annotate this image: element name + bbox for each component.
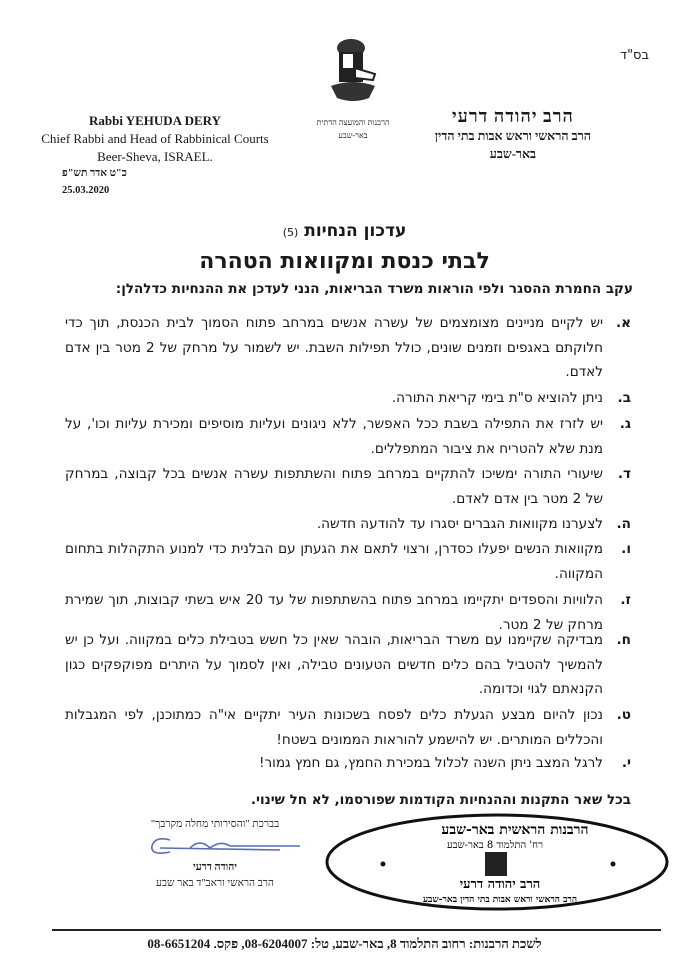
item-letter: ו. (621, 541, 631, 557)
english-rabbi-name: Rabbi YEHUDA DERY (89, 113, 221, 128)
list-item (65, 412, 631, 461)
title-line2: לבתי כנסת ומקוואות הטהרה (199, 249, 490, 274)
item-letter: ט. (616, 707, 631, 723)
item-letter: י. (621, 755, 631, 771)
signer-name: יהודה דרעי (192, 862, 238, 873)
hebrew-date: כ"ט אדר תש"פ (62, 168, 127, 179)
signature-block (120, 818, 310, 892)
list-item (65, 386, 631, 411)
stamp-top-text: הרבנות הראשית באר-שבע (441, 822, 589, 838)
logo-caption-line: הרבנות והמועצה הדתית (316, 118, 390, 127)
footer-contact: לשכת הרבנות: רחוב התלמוד 8, באר-שבע, טל: 08-6204007, פקס. 08-6651204 (147, 936, 542, 951)
list-item (65, 751, 631, 776)
footer-divider (52, 929, 661, 931)
title-line1: עדכון הנחיות (304, 221, 407, 241)
signature-blessing: בברכת "והסירותי מחלה מקרבך" (150, 819, 280, 830)
intro-text: עקב החמרת ההסגר ולפי הוראות משרד הבריאות, הנני לעדכן את ההנחיות כדלהלן: (115, 281, 633, 297)
list-item (65, 703, 631, 752)
item-letter: ז. (620, 592, 631, 608)
item-text: ניתן להוציא ס"ת בימי קריאת התורה. (391, 390, 603, 406)
title-number: (5) (282, 226, 299, 239)
hebrew-city: באר-שבע (489, 147, 537, 161)
item-text: נכון להיום מבצע הגעלת כלים לפסח בשכונות העיר יתקיים אי"ה כמתוכנן, לפי המגבלות והכללים המותרים. יש להישמע להוראות הממונים בשטח! (65, 707, 603, 748)
list-item (65, 311, 631, 385)
hebrew-rabbi-title: הרב הראשי וראש אבות בתי הדין (434, 129, 591, 143)
stamp-address: רח' התלמוד 8 באר-שבע (447, 840, 543, 851)
rabbinate-logo-icon (323, 38, 383, 104)
item-letter: ח. (616, 632, 631, 648)
list-item (65, 537, 631, 586)
item-text: יש לזרז את התפילה בשבת ככל האפשר, ללא ניגונים ועליות מוסיפים ומכירת עליות וכו', על מנת שלא להטריח את ציבור המתפללים. (65, 416, 603, 457)
item-text: מבדיקה שקיימנו עם משרד הבריאות, הובהר שאין כל חשש בטבילת כלים במקווה. ועל כן יש להמשיך להטביל בהם כלים חדשים הטעונים טבילה, ואין לסמוך על היתרים מפוקפקים כגון הקנאתם לגוי וכדומה. (65, 632, 603, 698)
logo-caption-line: באר-שבע (338, 131, 368, 140)
stamp-bottom-text: הרב הראשי וראש אבות בתי הדין באר-שבע (422, 895, 578, 905)
hebrew-letterhead (435, 106, 591, 163)
item-text: יש לקיים מניינים מצומצמים של עשרה אנשים במרחב פתוח הסמוך לבית הכנסת, תוך כדי חלוקתם באגפים וזמנים שונים, כולל תפילות השבת. יש לשמור על מרחק של 2 מטר בין אדם לאדם. (65, 315, 603, 381)
gregorian-date: 25.03.2020 (62, 185, 110, 196)
document-title (0, 218, 689, 278)
list-item (65, 462, 631, 511)
item-text: הלוויות והספדים יתקיימו במרחב פתוח בהשתתפות של עד 20 איש בשתי קבוצות, תוך שמירת מרחק של 2 מטר. (65, 592, 603, 633)
item-text: לרגל המצב ניתן השנה לכלול במכירת החמץ, גם חמץ גמור! (259, 755, 603, 771)
hebrew-rabbi-name: הרב יהודה דרעי (451, 106, 574, 126)
english-city: Beer-Sheva, ISRAEL. (97, 149, 213, 164)
stamp-name: הרב יהודה דרעי (459, 877, 541, 892)
english-rabbi-title: Chief Rabbi and Head of Rabbinical Courts (41, 131, 269, 146)
item-text: לצערנו מקוואות הגברים יסגרו עד להודעה חדשה. (316, 516, 603, 532)
list-item (65, 512, 631, 537)
rabbinate-stamp-icon (325, 812, 670, 912)
handwritten-signature-icon (130, 834, 300, 860)
date-block (62, 165, 127, 199)
signer-role: הרב הראשי וראב"ד באר שבע (156, 878, 274, 889)
item-text: שיעורי התורה ימשיכו להתקיים במרחב פתוח והשתתפות עשרה אנשים בכל קבוצה, במרחק של 2 מטר בין אדם לאדם. (65, 466, 603, 507)
item-letter: ב. (617, 390, 631, 406)
item-letter: ג. (619, 416, 631, 432)
item-letter: ה. (616, 516, 631, 532)
closing-text: בכל שאר התקנות וההנחיות הקודמות שפורסמו, לא חל שינוי. (250, 792, 631, 808)
item-text: מקוואות הנשים יפעלו כסדרן, ורצוי לתאם את הגעתן עם הבלנית כדי למנוע התקהלות בתחום המקווה. (65, 541, 603, 582)
list-item (65, 628, 631, 702)
item-letter: ד. (617, 466, 631, 482)
bsd-mark: בס"ד (619, 48, 649, 63)
english-letterhead (30, 112, 280, 166)
item-letter: א. (615, 315, 631, 331)
logo-caption (283, 116, 423, 142)
